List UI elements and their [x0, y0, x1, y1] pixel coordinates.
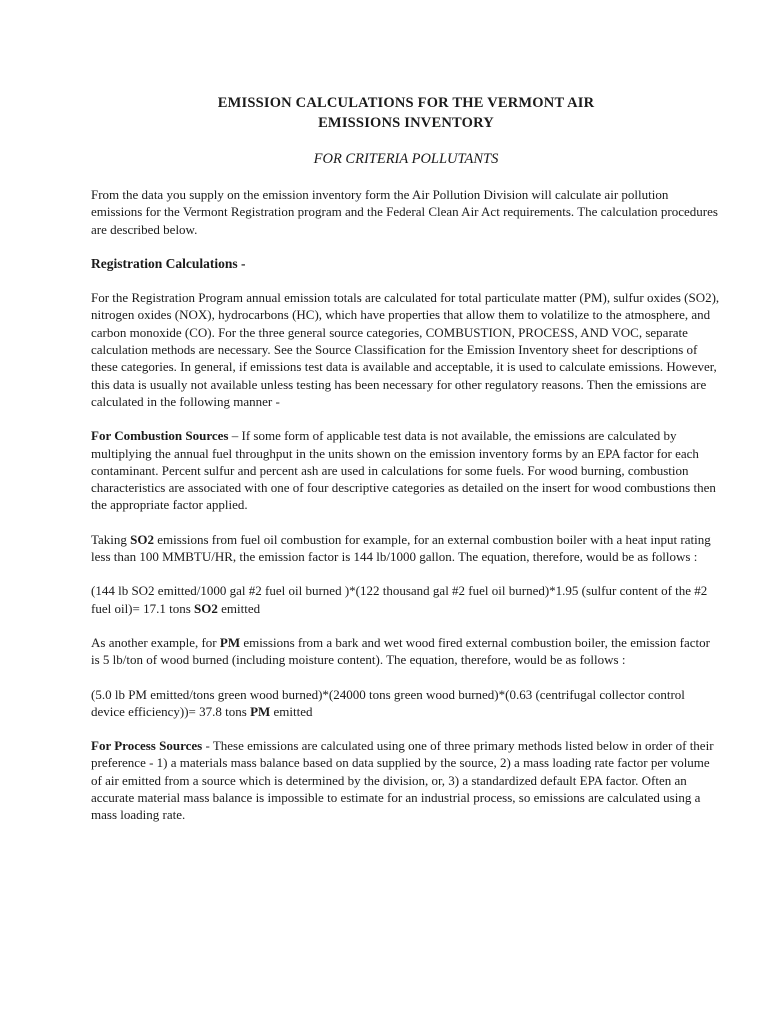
pm-equation-post: emitted	[270, 703, 313, 719]
so2-equation-post: emitted	[217, 600, 261, 616]
process-paragraph	[91, 737, 721, 823]
pm-example-paragraph	[91, 634, 721, 669]
combustion-label: For Combustion Sources	[91, 428, 229, 444]
so2-equation-pre: (144 lb SO2 emitted/1000 gal #2 fuel oil burned )*(122 thousand gal #2 fuel oil burned)*1.95 (sulfur content of the #2 fuel oil)= 17.1 tons	[91, 583, 708, 616]
registration-heading: Registration Calculations -	[91, 255, 246, 271]
so2-equation-bold: SO2	[194, 600, 218, 616]
pm-equation	[91, 686, 721, 721]
so2-intro-pre: Taking	[91, 531, 131, 547]
pm-equation-pre: (5.0 lb PM emitted/tons green wood burned)*(24000 tons green wood burned)*(0.63 (centrifugal collector control device efficiency))= 37.8 tons	[91, 686, 685, 719]
registration-paragraph: For the Registration Program annual emission totals are calculated for total particulate matter (PM), sulfur oxides (SO2), nitrogen oxides (NOX), hydrocarbons (HC), which have properties that allow them to volatilize to the atmosphere, and carbon monoxide (CO). For the three general source categories, COMBUSTION, PROCESS, AND VOC, separate calculation methods are necessary. See the Source Classification for the Emission Inventory sheet for descriptions of these categories. In general, if emissions test data is available and acceptable, it is used to calculate emissions. However, this data is usually not available unless testing has been necessary for other regulatory reasons. Then the emissions are calculated in the following manner -	[91, 290, 720, 409]
title-line-2: EMISSIONS INVENTORY	[318, 115, 494, 131]
so2-bold-term: SO2	[130, 531, 155, 547]
so2-intro-post: emissions from fuel oil combustion for example, for an external combustion boiler with a heat input rating less than 100 MMBTU/HR, the emission factor is 144 lb/1000 gallon. The equation, therefore, would be as follows :	[91, 531, 711, 565]
process-label: For Process Sources	[91, 738, 203, 754]
document-subtitle: FOR CRITERIA POLLUTANTS	[313, 151, 499, 167]
combustion-paragraph	[91, 427, 721, 513]
process-text: - These emissions are calculated using one of three primary methods listed below in order of their preference - 1) a materials mass balance based on data supplied by the source, 2) a mass loading rate factor per volume of air emitted from a source which is determined by the division, or, 3) a standardized default EPA factor. Often an accurate material mass balance is impossible to estimate for an industrial process, so emissions are calculated using a mass loading rate.	[91, 738, 714, 823]
pm-equation-bold: PM	[250, 703, 271, 719]
pm-intro-post: emissions from a bark and wet wood fired external combustion boiler, the emission factor is 5 lb/ton of wood burned (including moisture content). The equation, therefore, would be as follows :	[91, 634, 710, 668]
intro-paragraph: From the data you supply on the emission inventory form the Air Pollution Division will calculate air pollution emissions for the Vermont Registration program and the Federal Clean Air Act requirements. The calculation procedures are described below.	[91, 187, 718, 237]
document-title	[91, 93, 721, 133]
so2-example-paragraph	[91, 531, 721, 566]
document-page	[91, 93, 721, 824]
title-line-1: EMISSION CALCULATIONS FOR THE VERMONT AIR	[217, 95, 595, 111]
pm-intro-pre: As another example, for	[91, 634, 220, 650]
pm-bold-term: PM	[219, 634, 241, 650]
so2-equation	[91, 582, 721, 617]
combustion-text: – If some form of applicable test data is not available, the emissions are calculated by multiplying the annual fuel throughput in the units shown on the emission inventory forms by an EPA factor for each contaminant. Percent sulfur and percent ash are used in calculations for some fuels. For wood burning, combustion characteristics are associated with one of four descriptive categories as detailed on the insert for wood combustions then the appropriate factor applied.	[91, 428, 716, 513]
